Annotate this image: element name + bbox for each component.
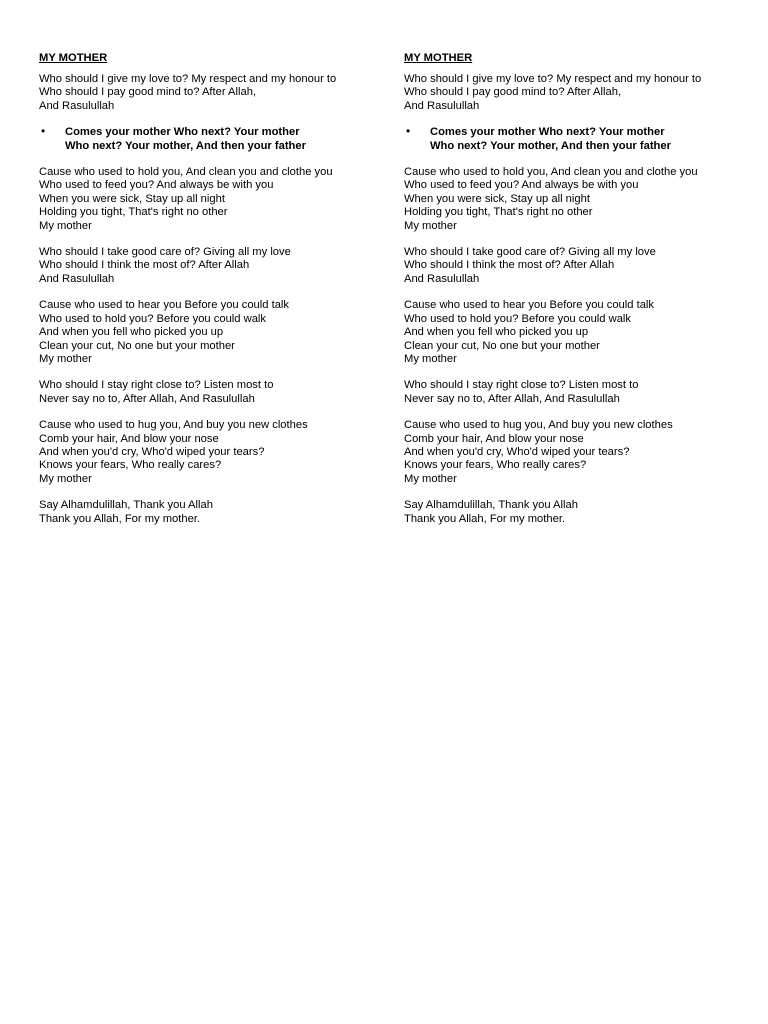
lyric-line: And Rasulullah [39,99,115,112]
lyric-line: When you were sick, Stay up all night [404,192,590,205]
lyric-line: My mother [39,219,92,232]
lyric-line: Knows your fears, Who really cares? [39,459,222,472]
lyric-line: Who should I take good care of? Giving all my love [39,246,291,259]
lyric-line: And Rasulullah [404,99,480,112]
chorus-bullet-item [404,126,754,153]
bullet-icon: • [41,124,46,139]
lyric-line: Who should I give my love to? My respect and my honour to [39,73,337,85]
verse-1 [39,73,389,113]
lyric-line: And Rasulullah [404,272,480,285]
lyric-line: Who should I stay right close to? Listen most to [39,379,274,392]
lyric-line: Holding you tight, That's right no other [39,206,228,219]
chorus-line: Who next? Your mother, And then your father [430,139,671,152]
stanza-4 [39,299,389,366]
lyric-line: My mother [39,352,92,365]
stanza-2 [39,166,389,233]
lyric-line: Cause who used to hug you, And buy you new clothes [404,419,673,432]
lyric-line: Who should I pay good mind to? After Allah, [404,86,622,99]
chorus-bullet-item [39,126,389,153]
lyric-line: Who should I stay right close to? Listen most to [404,379,639,392]
lyric-line: Thank you Allah, For my mother. [39,512,201,525]
lyric-line: Holding you tight, That's right no other [404,206,593,219]
stanza-3 [404,246,754,286]
stanza-6 [404,419,754,486]
lyric-line: Who used to feed you? And always be with you [404,179,639,192]
lyric-line: My mother [404,472,457,485]
lyric-line: Clean your cut, No one but your mother [39,339,235,352]
lyric-line: And when you fell who picked you up [39,326,224,339]
lyrics-title: MY MOTHER [404,52,473,64]
lyric-line: Never say no to, After Allah, And Rasulullah [404,392,620,405]
stanza-4 [404,299,754,366]
stanza-3 [39,246,389,286]
lyric-line: Cause who used to hear you Before you could talk [39,299,290,312]
lyric-line: My mother [404,219,457,232]
lyric-line: Who should I take good care of? Giving all my love [404,246,656,259]
lyrics-column-left [39,52,389,539]
lyric-line: When you were sick, Stay up all night [39,192,225,205]
lyric-line: Cause who used to hear you Before you could talk [404,299,655,312]
stanza-2 [404,166,754,233]
lyric-line: Who should I give my love to? My respect and my honour to [404,73,702,85]
lyric-line: Comb your hair, And blow your nose [39,432,219,445]
lyric-line: My mother [39,472,92,485]
lyric-line: Say Alhamdulillah, Thank you Allah [404,499,578,512]
lyric-line: Never say no to, After Allah, And Rasulullah [39,392,255,405]
lyric-line: Cause who used to hug you, And buy you new clothes [39,419,308,432]
chorus-line: Who next? Your mother, And then your father [65,139,306,152]
lyric-line: Clean your cut, No one but your mother [404,339,600,352]
lyric-line: Who should I pay good mind to? After Allah, [39,86,257,99]
stanza-6 [39,419,389,486]
lyric-line: Say Alhamdulillah, Thank you Allah [39,499,213,512]
lyric-line: My mother [404,352,457,365]
chorus-line: Comes your mother Who next? Your mother [65,126,300,139]
bullet-icon: • [406,124,411,139]
stanza-7 [39,499,389,526]
chorus-line: Comes your mother Who next? Your mother [430,126,665,139]
lyric-line: Cause who used to hold you, And clean you and clothe you [39,166,333,179]
lyric-line: Who used to hold you? Before you could walk [404,312,631,325]
lyrics-title: MY MOTHER [39,52,108,64]
lyric-line: Who should I think the most of? After Allah [404,259,615,272]
lyric-line: Comb your hair, And blow your nose [404,432,584,445]
lyric-line: And when you'd cry, Who'd wiped your tears? [39,445,265,458]
stanza-7 [404,499,754,526]
lyric-line: Knows your fears, Who really cares? [404,459,587,472]
stanza-5 [404,379,754,406]
lyric-line: Who used to feed you? And always be with you [39,179,274,192]
lyric-line: And when you'd cry, Who'd wiped your tears? [404,445,630,458]
lyric-line: Who should I think the most of? After Allah [39,259,250,272]
lyric-line: Thank you Allah, For my mother. [404,512,566,525]
verse-1 [404,73,754,113]
lyric-line: And Rasulullah [39,272,115,285]
stanza-5 [39,379,389,406]
lyric-line: Cause who used to hold you, And clean you and clothe you [404,166,698,179]
lyric-line: Who used to hold you? Before you could walk [39,312,266,325]
lyrics-column-right [404,52,754,539]
lyric-line: And when you fell who picked you up [404,326,589,339]
